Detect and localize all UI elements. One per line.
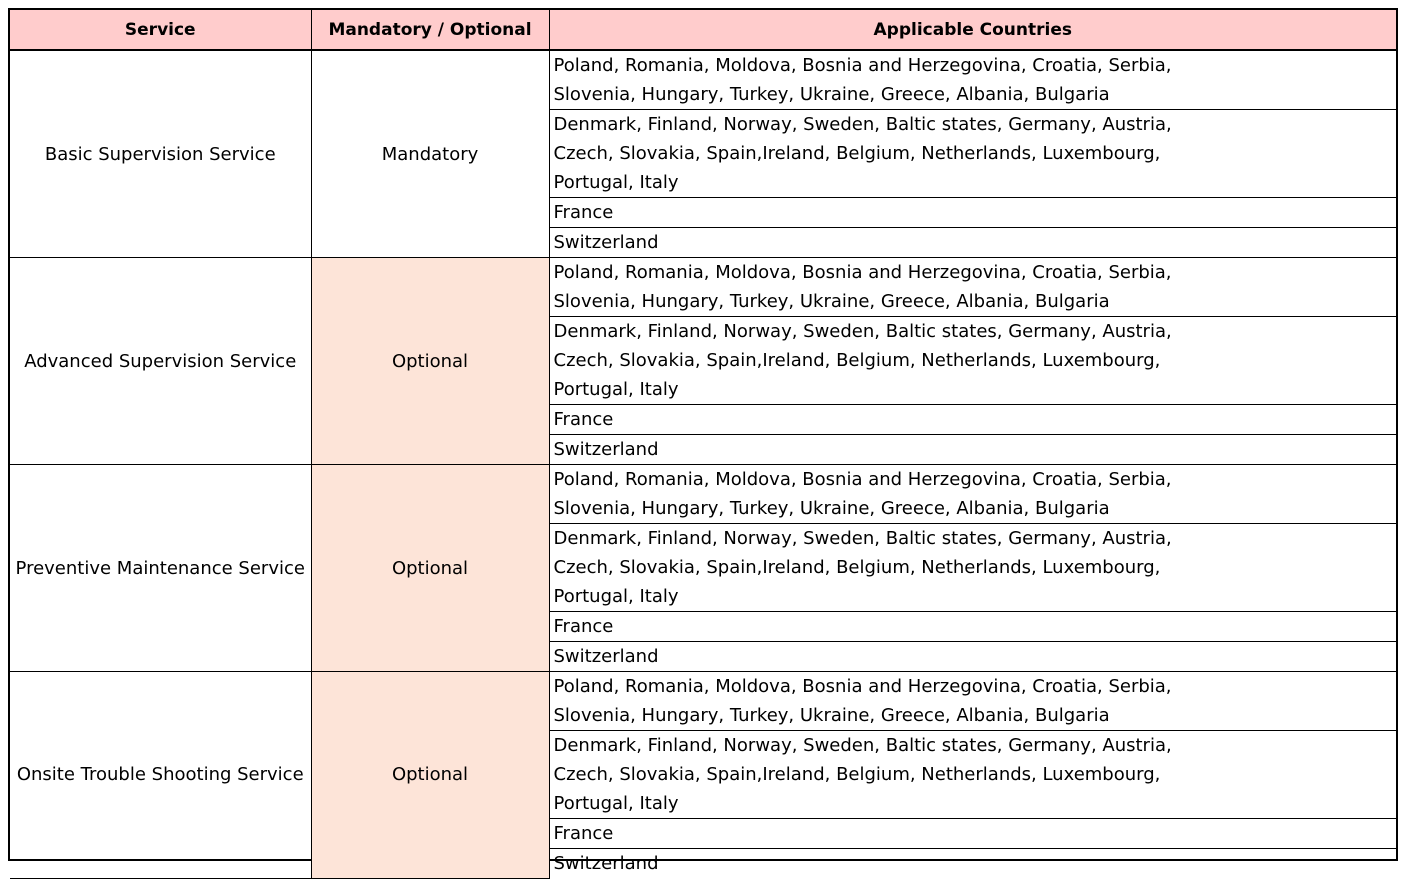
countries-cell: Switzerland xyxy=(549,642,1396,672)
countries-cell: Denmark, Finland, Norway, Sweden, Baltic states, Germany, Austria, Czech, Slovakia, Spain,Ireland, Belgium, Netherlands, Luxembourg, Portugal, Italy xyxy=(549,317,1396,405)
countries-cell: Switzerland xyxy=(549,228,1396,258)
requirement-cell: Mandatory xyxy=(311,50,549,258)
service-name-cell: Basic Supervision Service xyxy=(10,50,311,258)
service-table-frame xyxy=(8,8,1398,874)
countries-cell: Poland, Romania, Moldova, Bosnia and Herzegovina, Croatia, Serbia, Slovenia, Hungary, Turkey, Ukraine, Greece, Albania, Bulgaria xyxy=(549,258,1396,317)
countries-cell: France xyxy=(549,612,1396,642)
countries-cell: Denmark, Finland, Norway, Sweden, Baltic states, Germany, Austria, Czech, Slovakia, Spain,Ireland, Belgium, Netherlands, Luxembourg, Portugal, Italy xyxy=(549,524,1396,612)
requirement-cell: Optional xyxy=(311,258,549,465)
countries-cell: France xyxy=(549,198,1396,228)
countries-cell: Switzerland xyxy=(549,435,1396,465)
header-service: Service xyxy=(10,10,311,50)
table-row xyxy=(10,672,1396,731)
countries-cell: Denmark, Finland, Norway, Sweden, Baltic states, Germany, Austria, Czech, Slovakia, Spain,Ireland, Belgium, Netherlands, Luxembourg, Portugal, Italy xyxy=(549,110,1396,198)
countries-cell: France xyxy=(549,819,1396,849)
countries-cell: Poland, Romania, Moldova, Bosnia and Herzegovina, Croatia, Serbia, Slovenia, Hungary, Turkey, Ukraine, Greece, Albania, Bulgaria xyxy=(549,672,1396,731)
table-row xyxy=(10,258,1396,317)
service-name-cell: Onsite Trouble Shooting Service xyxy=(10,672,311,879)
table-row xyxy=(10,465,1396,524)
service-name-cell: Advanced Supervision Service xyxy=(10,258,311,465)
countries-cell: Denmark, Finland, Norway, Sweden, Baltic states, Germany, Austria, Czech, Slovakia, Spain,Ireland, Belgium, Netherlands, Luxembourg, Portugal, Italy xyxy=(549,731,1396,819)
table-body xyxy=(10,50,1396,878)
header-row xyxy=(10,10,1396,50)
countries-cell: Switzerland xyxy=(549,849,1396,879)
countries-cell: Poland, Romania, Moldova, Bosnia and Herzegovina, Croatia, Serbia, Slovenia, Hungary, Turkey, Ukraine, Greece, Albania, Bulgaria xyxy=(549,465,1396,524)
requirement-cell: Optional xyxy=(311,672,549,879)
requirement-cell: Optional xyxy=(311,465,549,672)
table-row xyxy=(10,50,1396,110)
countries-cell: Poland, Romania, Moldova, Bosnia and Herzegovina, Croatia, Serbia, Slovenia, Hungary, Turkey, Ukraine, Greece, Albania, Bulgaria xyxy=(549,50,1396,110)
countries-cell: France xyxy=(549,405,1396,435)
header-applicable-countries: Applicable Countries xyxy=(549,10,1396,50)
service-name-cell: Preventive Maintenance Service xyxy=(10,465,311,672)
header-mandatory-optional: Mandatory / Optional xyxy=(311,10,549,50)
service-table xyxy=(10,10,1396,879)
